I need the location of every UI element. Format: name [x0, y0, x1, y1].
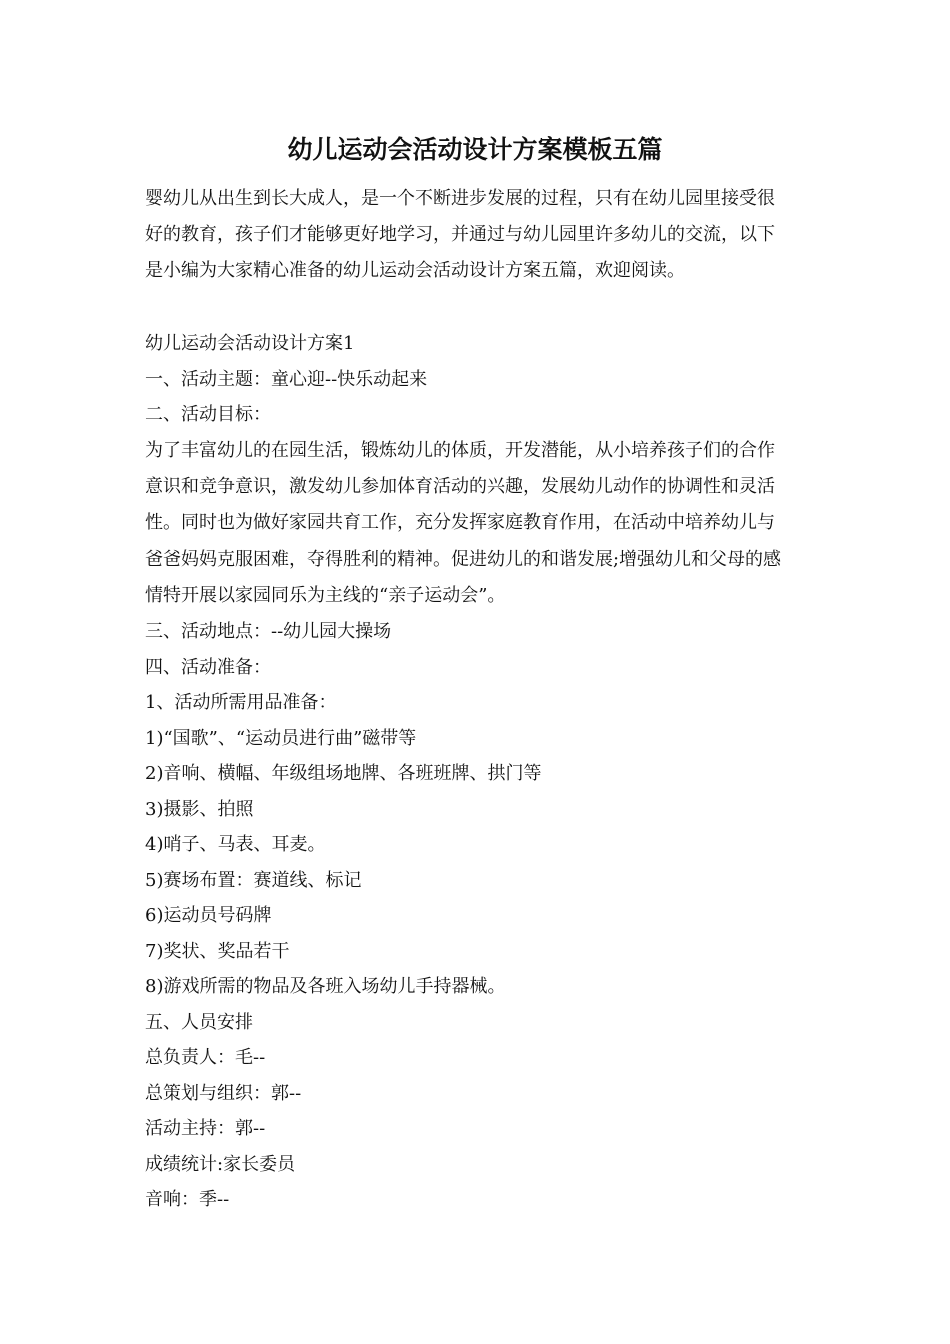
prep-item: 3)摄影、拍照 [145, 798, 254, 820]
staff-list [145, 1040, 810, 1218]
goal-heading: 二、活动目标： [145, 404, 271, 425]
staff-item: 成绩统计:家长委员 [145, 1153, 296, 1175]
goal-line: 为了丰富幼儿的在园生活，锻炼幼儿的体质，开发潜能，从小培养孩子们的合作 [145, 439, 775, 461]
staff-item: 音响：季-- [145, 1189, 230, 1211]
document-title: 幼儿运动会活动设计方案模板五篇 [287, 135, 663, 164]
prep-subheading: 1、活动所需用品准备： [145, 692, 337, 714]
goal-line: 情特开展以家园同乐为主线的“亲子运动会”。 [145, 585, 506, 607]
activity-theme: 一、活动主题：童心迎--快乐动起来 [145, 368, 428, 390]
staff-item: 总负责人：毛-- [145, 1047, 266, 1069]
prep-item: 6)运动员号码牌 [145, 905, 272, 927]
activity-location: 三、活动地点：--幼儿园大操场 [145, 621, 392, 643]
goal-line: 爸爸妈妈克服困难，夺得胜利的精神。促进幼儿的和谐发展;增强幼儿和父母的感 [145, 548, 782, 570]
prep-item: 8)游戏所需的物品及各班入场幼儿手持器械。 [145, 976, 506, 998]
section-heading: 幼儿运动会活动设计方案1 [145, 333, 355, 354]
prep-item: 1)“国歌”、“运动员进行曲”磁带等 [145, 727, 417, 749]
prep-heading: 四、活动准备： [145, 656, 271, 678]
staff-heading: 五、人员安排 [145, 1011, 253, 1033]
intro-line: 好的教育，孩子们才能够更好地学习，并通过与幼儿园里许多幼儿的交流，以下 [145, 224, 775, 245]
prep-item: 4)哨子、马表、耳麦。 [145, 834, 326, 856]
staff-item: 总策划与组织：郭-- [145, 1082, 302, 1104]
prep-list [145, 721, 810, 1005]
goal-line: 性。同时也为做好家园共育工作，充分发挥家庭教育作用，在活动中培养幼儿与 [145, 512, 775, 534]
goal-line: 意识和竞争意识，激发幼儿参加体育活动的兴趣，发展幼儿动作的协调性和灵活 [145, 475, 775, 497]
staff-item: 活动主持：郭-- [145, 1118, 266, 1140]
intro-paragraph [145, 181, 810, 289]
prep-item: 2)音响、横幅、年级组场地牌、各班班牌、拱门等 [145, 763, 542, 785]
goal-paragraph [145, 433, 810, 615]
plan-section [145, 326, 810, 1218]
intro-line: 是小编为大家精心准备的幼儿运动会活动设计方案五篇，欢迎阅读。 [145, 260, 685, 281]
prep-item: 7)奖状、奖品若干 [145, 940, 290, 962]
intro-line: 婴幼儿从出生到长大成人，是一个不断进步发展的过程，只有在幼儿园里接受很 [145, 188, 775, 209]
prep-item: 5)赛场布置：赛道线、标记 [145, 869, 362, 891]
